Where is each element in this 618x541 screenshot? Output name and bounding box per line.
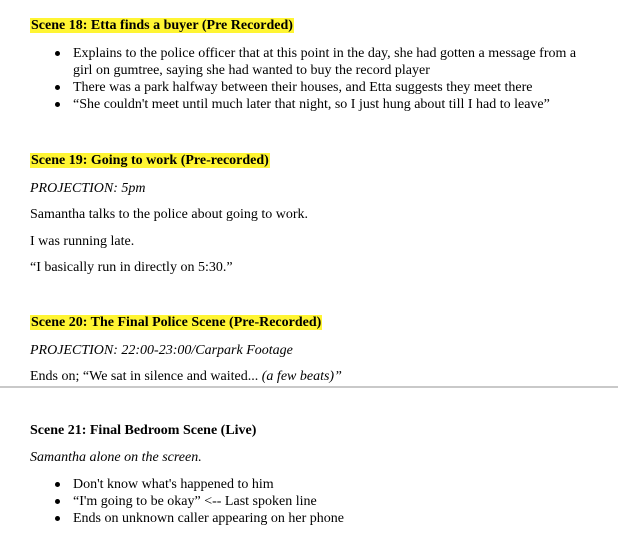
scene-19-heading xyxy=(30,152,270,169)
list-item-text: There was a park halfway between their houses, and Etta suggests they meet there xyxy=(73,80,533,95)
bullet-icon xyxy=(55,51,60,56)
document-page-bottom xyxy=(0,389,618,541)
bullet-icon xyxy=(55,85,60,90)
scene-21-note: Samantha alone on the screen. xyxy=(30,450,202,465)
page-break-divider xyxy=(0,386,618,388)
scene-20-heading xyxy=(30,314,322,331)
list-item xyxy=(30,510,590,527)
bullet-icon xyxy=(55,516,60,521)
list-item-text: Don't know what's happened to him xyxy=(73,477,274,492)
scene-20-projection: PROJECTION: 22:00-23:00/Carpark Footage xyxy=(30,343,293,358)
list-item xyxy=(30,493,590,510)
scene-19-projection: PROJECTION: 5pm xyxy=(30,181,146,196)
list-item-text: “She couldn't meet until much later that night, so I just hung about till I had to leave” xyxy=(73,97,550,112)
scene-19-line-1: Samantha talks to the police about going to work. xyxy=(30,207,309,222)
scene-18-title: Scene 18: Etta finds a buyer (Pre Recorded) xyxy=(31,18,293,33)
scene-19-title: Scene 19: Going to work (Pre-recorded) xyxy=(31,153,269,168)
scene-20-ending-text: Ends on; “We sat in silence and waited... xyxy=(30,369,262,384)
bullet-icon xyxy=(55,482,60,487)
scene-20-ending-direction: (a few beats)” xyxy=(261,369,342,384)
bullet-icon xyxy=(55,102,60,107)
list-item xyxy=(30,476,590,493)
scene-19-line-2: I was running late. xyxy=(30,234,135,249)
scene-18-bullet-list xyxy=(30,45,590,113)
scene-19-line-3: “I basically run in directly on 5:30.” xyxy=(30,260,233,275)
list-item-text: Explains to the police officer that at this point in the day, she had gotten a message from a girl on gumtree, saying she had wanted to buy the record player xyxy=(73,46,577,78)
list-item xyxy=(30,96,590,113)
scene-21-title: Scene 21: Final Bedroom Scene (Live) xyxy=(30,423,257,438)
list-item-text: “I'm going to be okay” <-- Last spoken line xyxy=(73,494,317,509)
scene-21-heading xyxy=(30,422,256,439)
bullet-icon xyxy=(55,499,60,504)
scene-20-title: Scene 20: The Final Police Scene (Pre-Recorded) xyxy=(31,315,322,330)
scene-18-heading xyxy=(30,17,294,34)
list-item-text: Ends on unknown caller appearing on her phone xyxy=(73,511,344,526)
scene-21-bullet-list xyxy=(30,476,590,527)
scene-20-ending xyxy=(30,368,342,385)
list-item xyxy=(30,79,590,96)
list-item xyxy=(30,45,590,79)
